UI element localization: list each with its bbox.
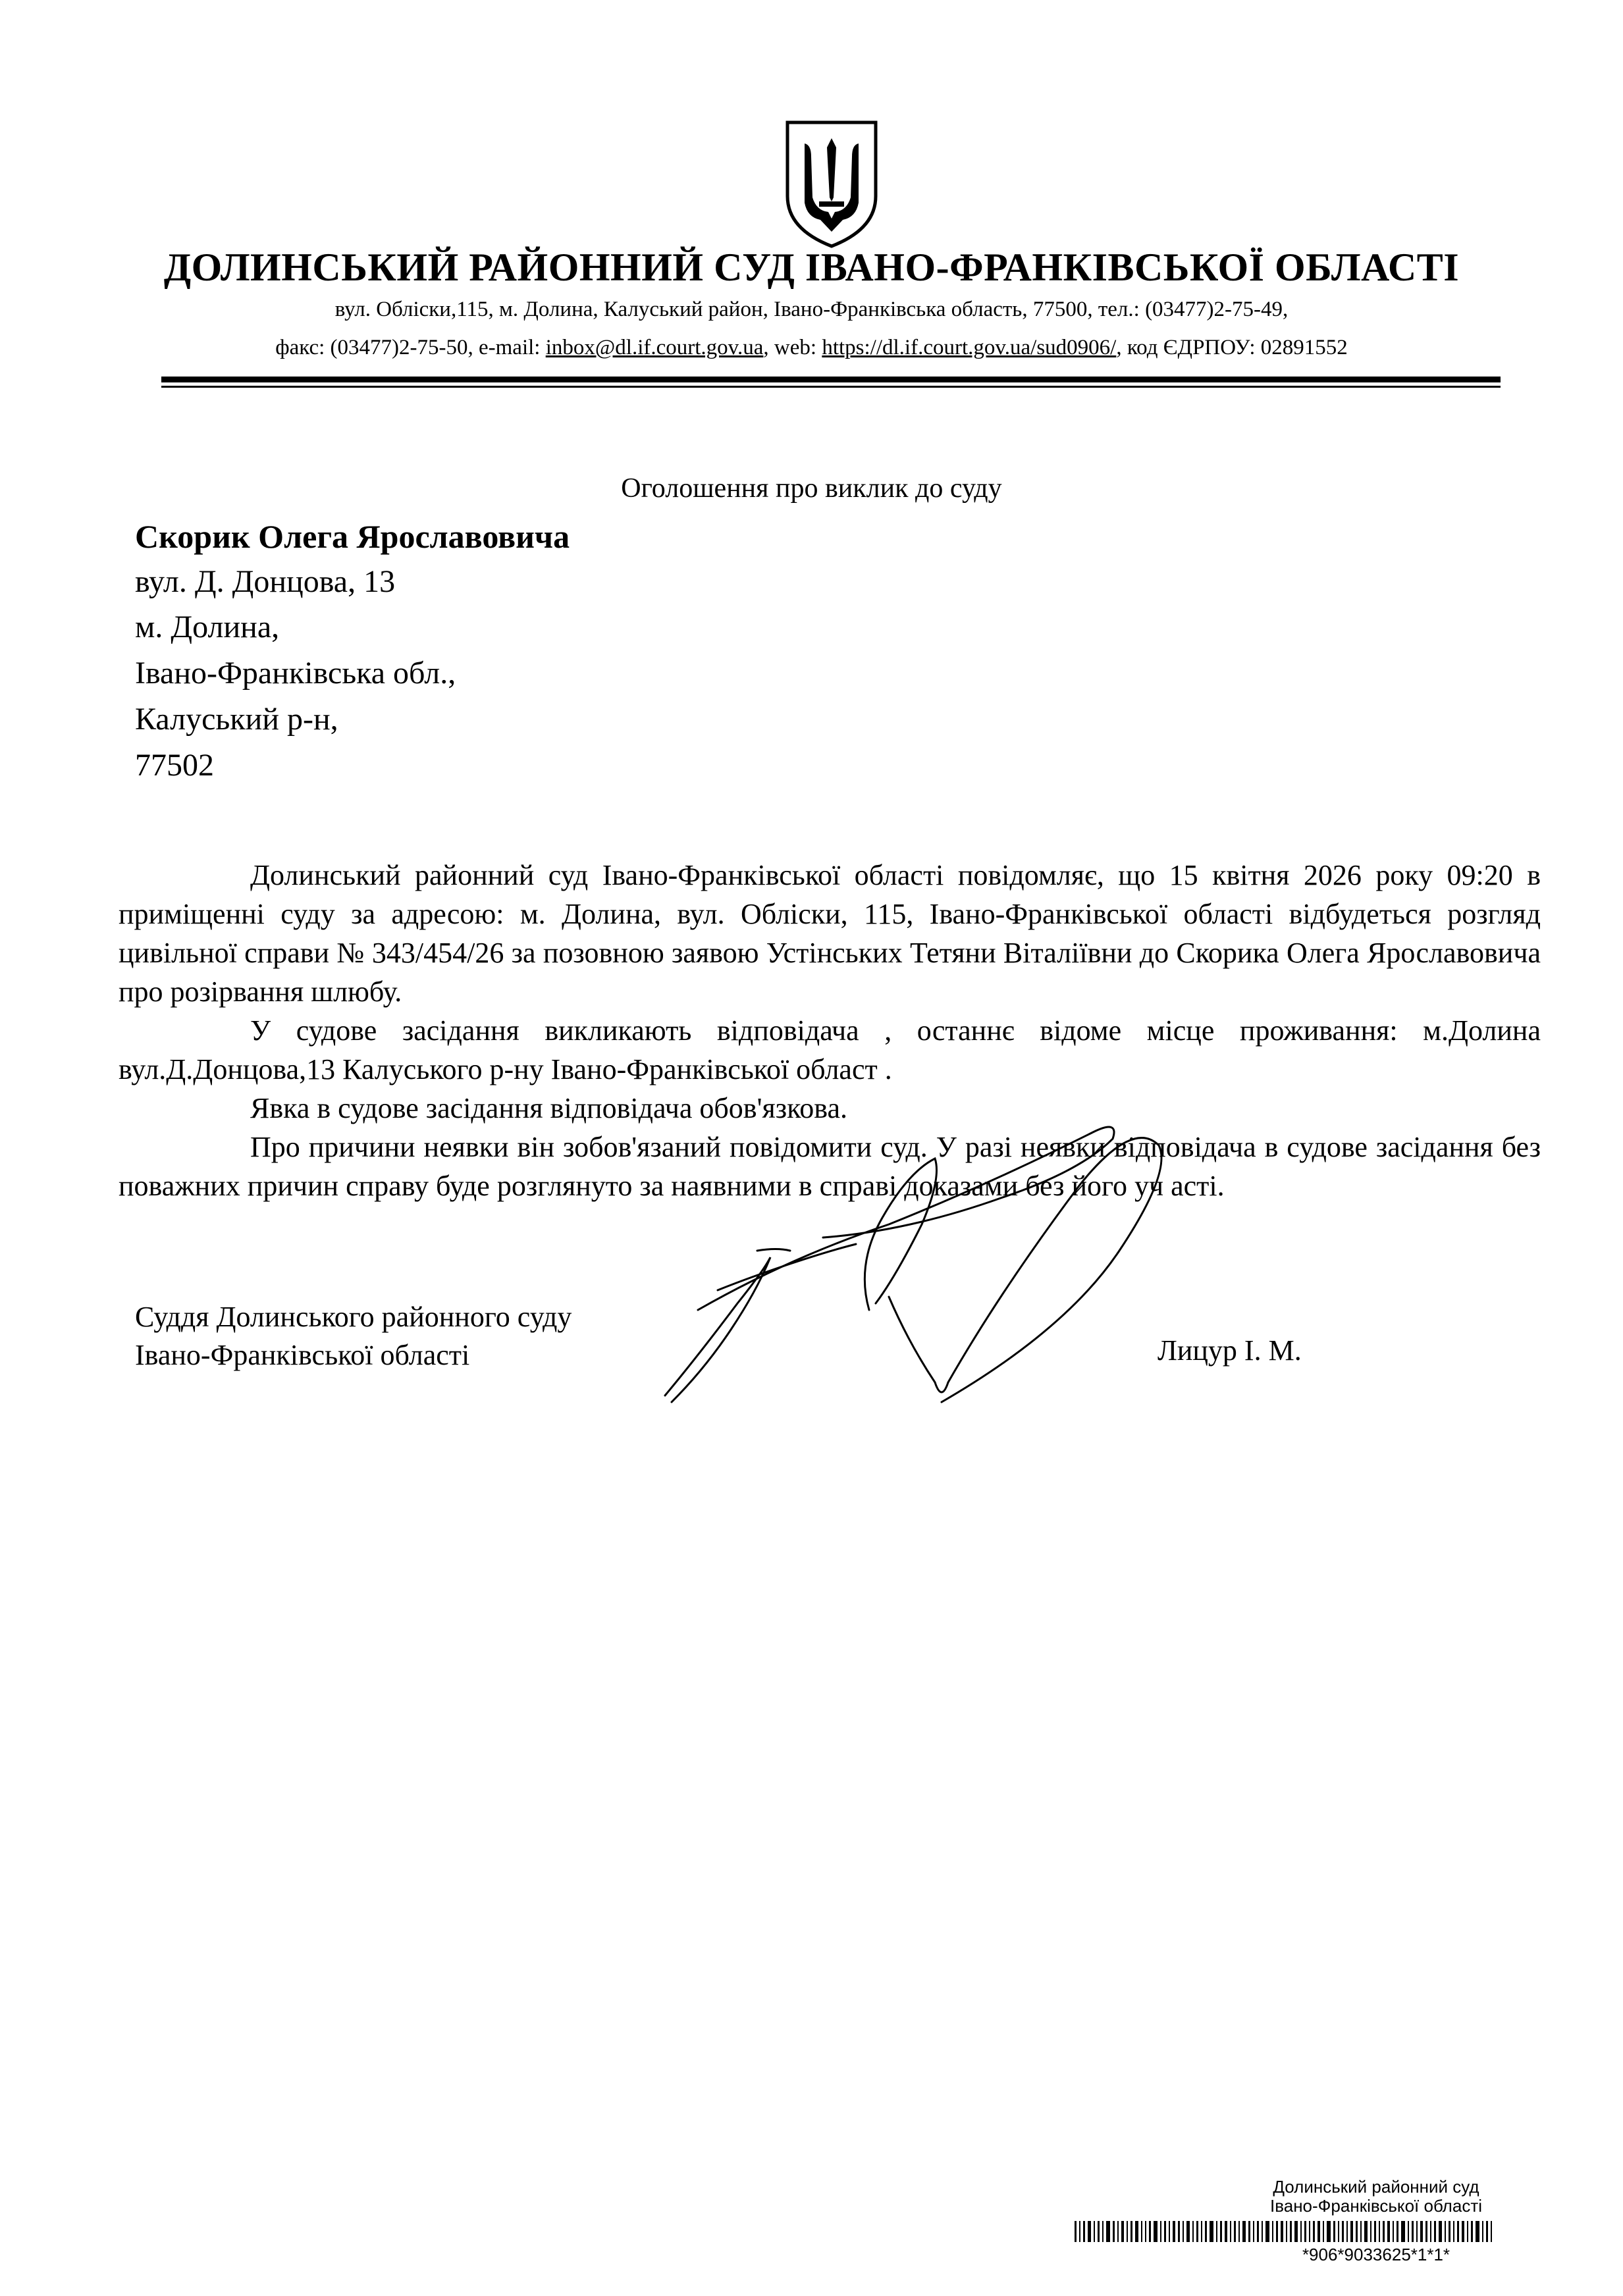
barcode-bar — [1476, 2221, 1479, 2242]
barcode-bar — [1262, 2221, 1263, 2242]
barcode-bar — [1471, 2221, 1473, 2242]
barcode-bar — [1276, 2221, 1278, 2242]
barcode-bar — [1272, 2221, 1273, 2242]
barcode — [1075, 2221, 1549, 2242]
barcode-bar — [1079, 2221, 1080, 2242]
barcode-bar — [1205, 2221, 1207, 2242]
court-name-heading: ДОЛИНСЬКИЙ РАЙОННИЙ СУД ІВАНО-ФРАНКІВСЬКОЇ ОБЛАСТІ — [163, 246, 1460, 289]
barcode-bar — [1457, 2221, 1459, 2242]
judge-name: Лицур І. М. — [1157, 1334, 1302, 1367]
barcode-bar — [1416, 2221, 1418, 2242]
barcode-bar — [1323, 2221, 1324, 2242]
barcode-bar — [1088, 2221, 1091, 2242]
addressee-region: Івано-Франківська обл., — [135, 656, 456, 691]
judge-position-line1: Суддя Долинського районного суду — [135, 1301, 572, 1333]
barcode-bar — [1178, 2221, 1180, 2242]
barcode-bar — [1412, 2221, 1414, 2242]
barcode-bar — [1304, 2221, 1306, 2242]
barcode-bar — [1186, 2221, 1190, 2242]
barcode-bar — [1201, 2221, 1202, 2242]
barcode-bar — [1350, 2221, 1353, 2242]
barcode-bar — [1420, 2221, 1423, 2242]
barcode-bar — [1333, 2221, 1335, 2242]
barcode-bar — [1173, 2221, 1175, 2242]
barcode-bar — [1169, 2221, 1170, 2242]
barcode-bar — [1379, 2221, 1380, 2242]
barcode-bar — [1121, 2221, 1124, 2242]
barcode-bar — [1356, 2221, 1358, 2242]
barcode-bar — [1098, 2221, 1100, 2242]
barcode-bar — [1242, 2221, 1246, 2242]
barcode-bar — [1309, 2221, 1310, 2242]
header-divider-thick — [161, 377, 1501, 382]
barcode-bar — [1102, 2221, 1104, 2242]
body-paragraph-hearing: Долинський районний суд Івано-Франківської області повідомляє, що 15 квітня 2026 року 09:20 в приміщенні суду за адресою: м. Долина, вул. Обліски, 115, Івано-Франківської області відбудеться розгляд цивільної справи № 343/454/26 за позовною заявою Устінських Тетяни Віталіївни до Скорика Олега Ярославовича про розірвання шлюбу. — [119, 859, 1541, 1008]
barcode-bar — [1397, 2221, 1398, 2242]
barcode-bar — [1160, 2221, 1161, 2242]
coat-of-arms-icon — [782, 118, 881, 249]
barcode-bar — [1425, 2221, 1427, 2242]
barcode-bar — [1117, 2221, 1119, 2242]
barcode-bar — [1338, 2221, 1339, 2242]
barcode-bar — [1210, 2221, 1213, 2242]
barcode-bar — [1294, 2221, 1298, 2242]
barcode-bar — [1360, 2221, 1362, 2242]
court-contact-line — [0, 336, 1623, 360]
barcode-bar — [1131, 2221, 1132, 2242]
barcode-bar — [1113, 2221, 1115, 2242]
barcode-bar — [1401, 2221, 1405, 2242]
barcode-bar — [1183, 2221, 1184, 2242]
addressee-street: вул. Д. Донцова, 13 — [135, 564, 396, 599]
addressee-district: Калуський р-н, — [135, 702, 338, 737]
handwritten-signature — [658, 1093, 1211, 1422]
barcode-bar — [1449, 2221, 1450, 2242]
barcode-bar — [1486, 2221, 1488, 2242]
body-paragraph-attendance: Явка в судове засідання відповідача обов'язкова. — [250, 1092, 847, 1124]
barcode-bar — [1154, 2221, 1157, 2242]
barcode-bar — [1383, 2221, 1385, 2242]
notice-title: Оголошення про виклик до суду — [621, 473, 1002, 504]
addressee-name: Скорик Олега Ярославовича — [135, 518, 570, 555]
barcode-bar — [1374, 2221, 1376, 2242]
barcode-bar — [1467, 2221, 1468, 2242]
addressee-city: м. Долина, — [135, 610, 280, 644]
email-link[interactable]: inbox@dl.if.court.gov.ua — [545, 336, 764, 359]
body-paragraph-summons: У судове засідання викликають відповідача , останнє відоме місце проживання: м.Долина вул.Д.Донцова,13 Калуського р-ну Івано-Франківської област . — [119, 1014, 1541, 1085]
barcode-bar — [1257, 2221, 1259, 2242]
barcode-bar — [1075, 2221, 1077, 2242]
stamp-court-line1: Долинський районний суд — [1273, 2177, 1479, 2197]
barcode-bar — [1445, 2221, 1446, 2242]
barcode-bar — [1290, 2221, 1292, 2242]
barcode-bar — [1094, 2221, 1095, 2242]
body-paragraph-absence: Про причини неявки він зобов'язаний повідомити суд. У разі неявки відповідача в судове засідання без поважних причин справу буде розглянуто за наявними в справі доказами без його уч асті. — [119, 1131, 1541, 1202]
barcode-bar — [1346, 2221, 1348, 2242]
barcode-bar — [1238, 2221, 1240, 2242]
barcode-bar — [1164, 2221, 1166, 2242]
barcode-bar — [1220, 2221, 1222, 2242]
barcode-number: *906*9033625*1*1* — [1302, 2245, 1450, 2264]
barcode-bar — [1439, 2221, 1442, 2242]
barcode-bar — [1225, 2221, 1227, 2242]
barcode-bar — [1300, 2221, 1302, 2242]
barcode-bar — [1106, 2221, 1110, 2242]
barcode-bar — [1192, 2221, 1194, 2242]
web-label: , web: — [763, 336, 822, 359]
barcode-bar — [1408, 2221, 1409, 2242]
barcode-bar — [1342, 2221, 1344, 2242]
court-address-line: вул. Обліски,115, м. Долина, Калуський район, Івано-Франківська область, 77500, тел.: (03477)2-75-49, — [334, 298, 1289, 321]
barcode-bar — [1265, 2221, 1269, 2242]
barcode-bar — [1370, 2221, 1371, 2242]
barcode-bar — [1127, 2221, 1128, 2242]
header-divider-thin — [161, 386, 1501, 388]
stamp-court-line2: Івано-Франківської області — [1269, 2196, 1483, 2216]
barcode-bar — [1434, 2221, 1436, 2242]
barcode-bar — [1462, 2221, 1464, 2242]
barcode-bar — [1141, 2221, 1142, 2242]
barcode-bar — [1234, 2221, 1236, 2242]
barcode-bar — [1313, 2221, 1315, 2242]
barcode-bar — [1281, 2221, 1283, 2242]
barcode-bar — [1230, 2221, 1231, 2242]
barcode-bar — [1248, 2221, 1250, 2242]
barcode-bar — [1317, 2221, 1320, 2242]
barcode-bar — [1149, 2221, 1151, 2242]
barcode-bar — [1286, 2221, 1287, 2242]
barcode-bar — [1491, 2221, 1492, 2242]
barcode-bar — [1083, 2221, 1085, 2242]
addressee-postcode: 77502 — [135, 748, 214, 783]
barcode-bar — [1393, 2221, 1394, 2242]
barcode-bar — [1253, 2221, 1254, 2242]
barcode-bar — [1387, 2221, 1390, 2242]
website-link[interactable]: https://dl.if.court.gov.ua/sud0906/ — [822, 336, 1117, 359]
barcode-bar — [1135, 2221, 1138, 2242]
barcode-bar — [1216, 2221, 1217, 2242]
registration-stamp — [1198, 2178, 1554, 2216]
judge-position-line2: Івано-Франківської області — [135, 1339, 470, 1371]
edrpou-code: , код ЄДРПОУ: 02891552 — [1116, 336, 1348, 359]
barcode-bar — [1482, 2221, 1483, 2242]
barcode-bar — [1364, 2221, 1368, 2242]
judge-position — [135, 1298, 572, 1374]
barcode-bar — [1430, 2221, 1431, 2242]
barcode-bar — [1196, 2221, 1198, 2242]
barcode-bar — [1327, 2221, 1331, 2242]
fax-label: факс: (03477)2-75-50, e-mail: — [275, 336, 546, 359]
barcode-bar — [1145, 2221, 1146, 2242]
barcode-bar — [1453, 2221, 1454, 2242]
